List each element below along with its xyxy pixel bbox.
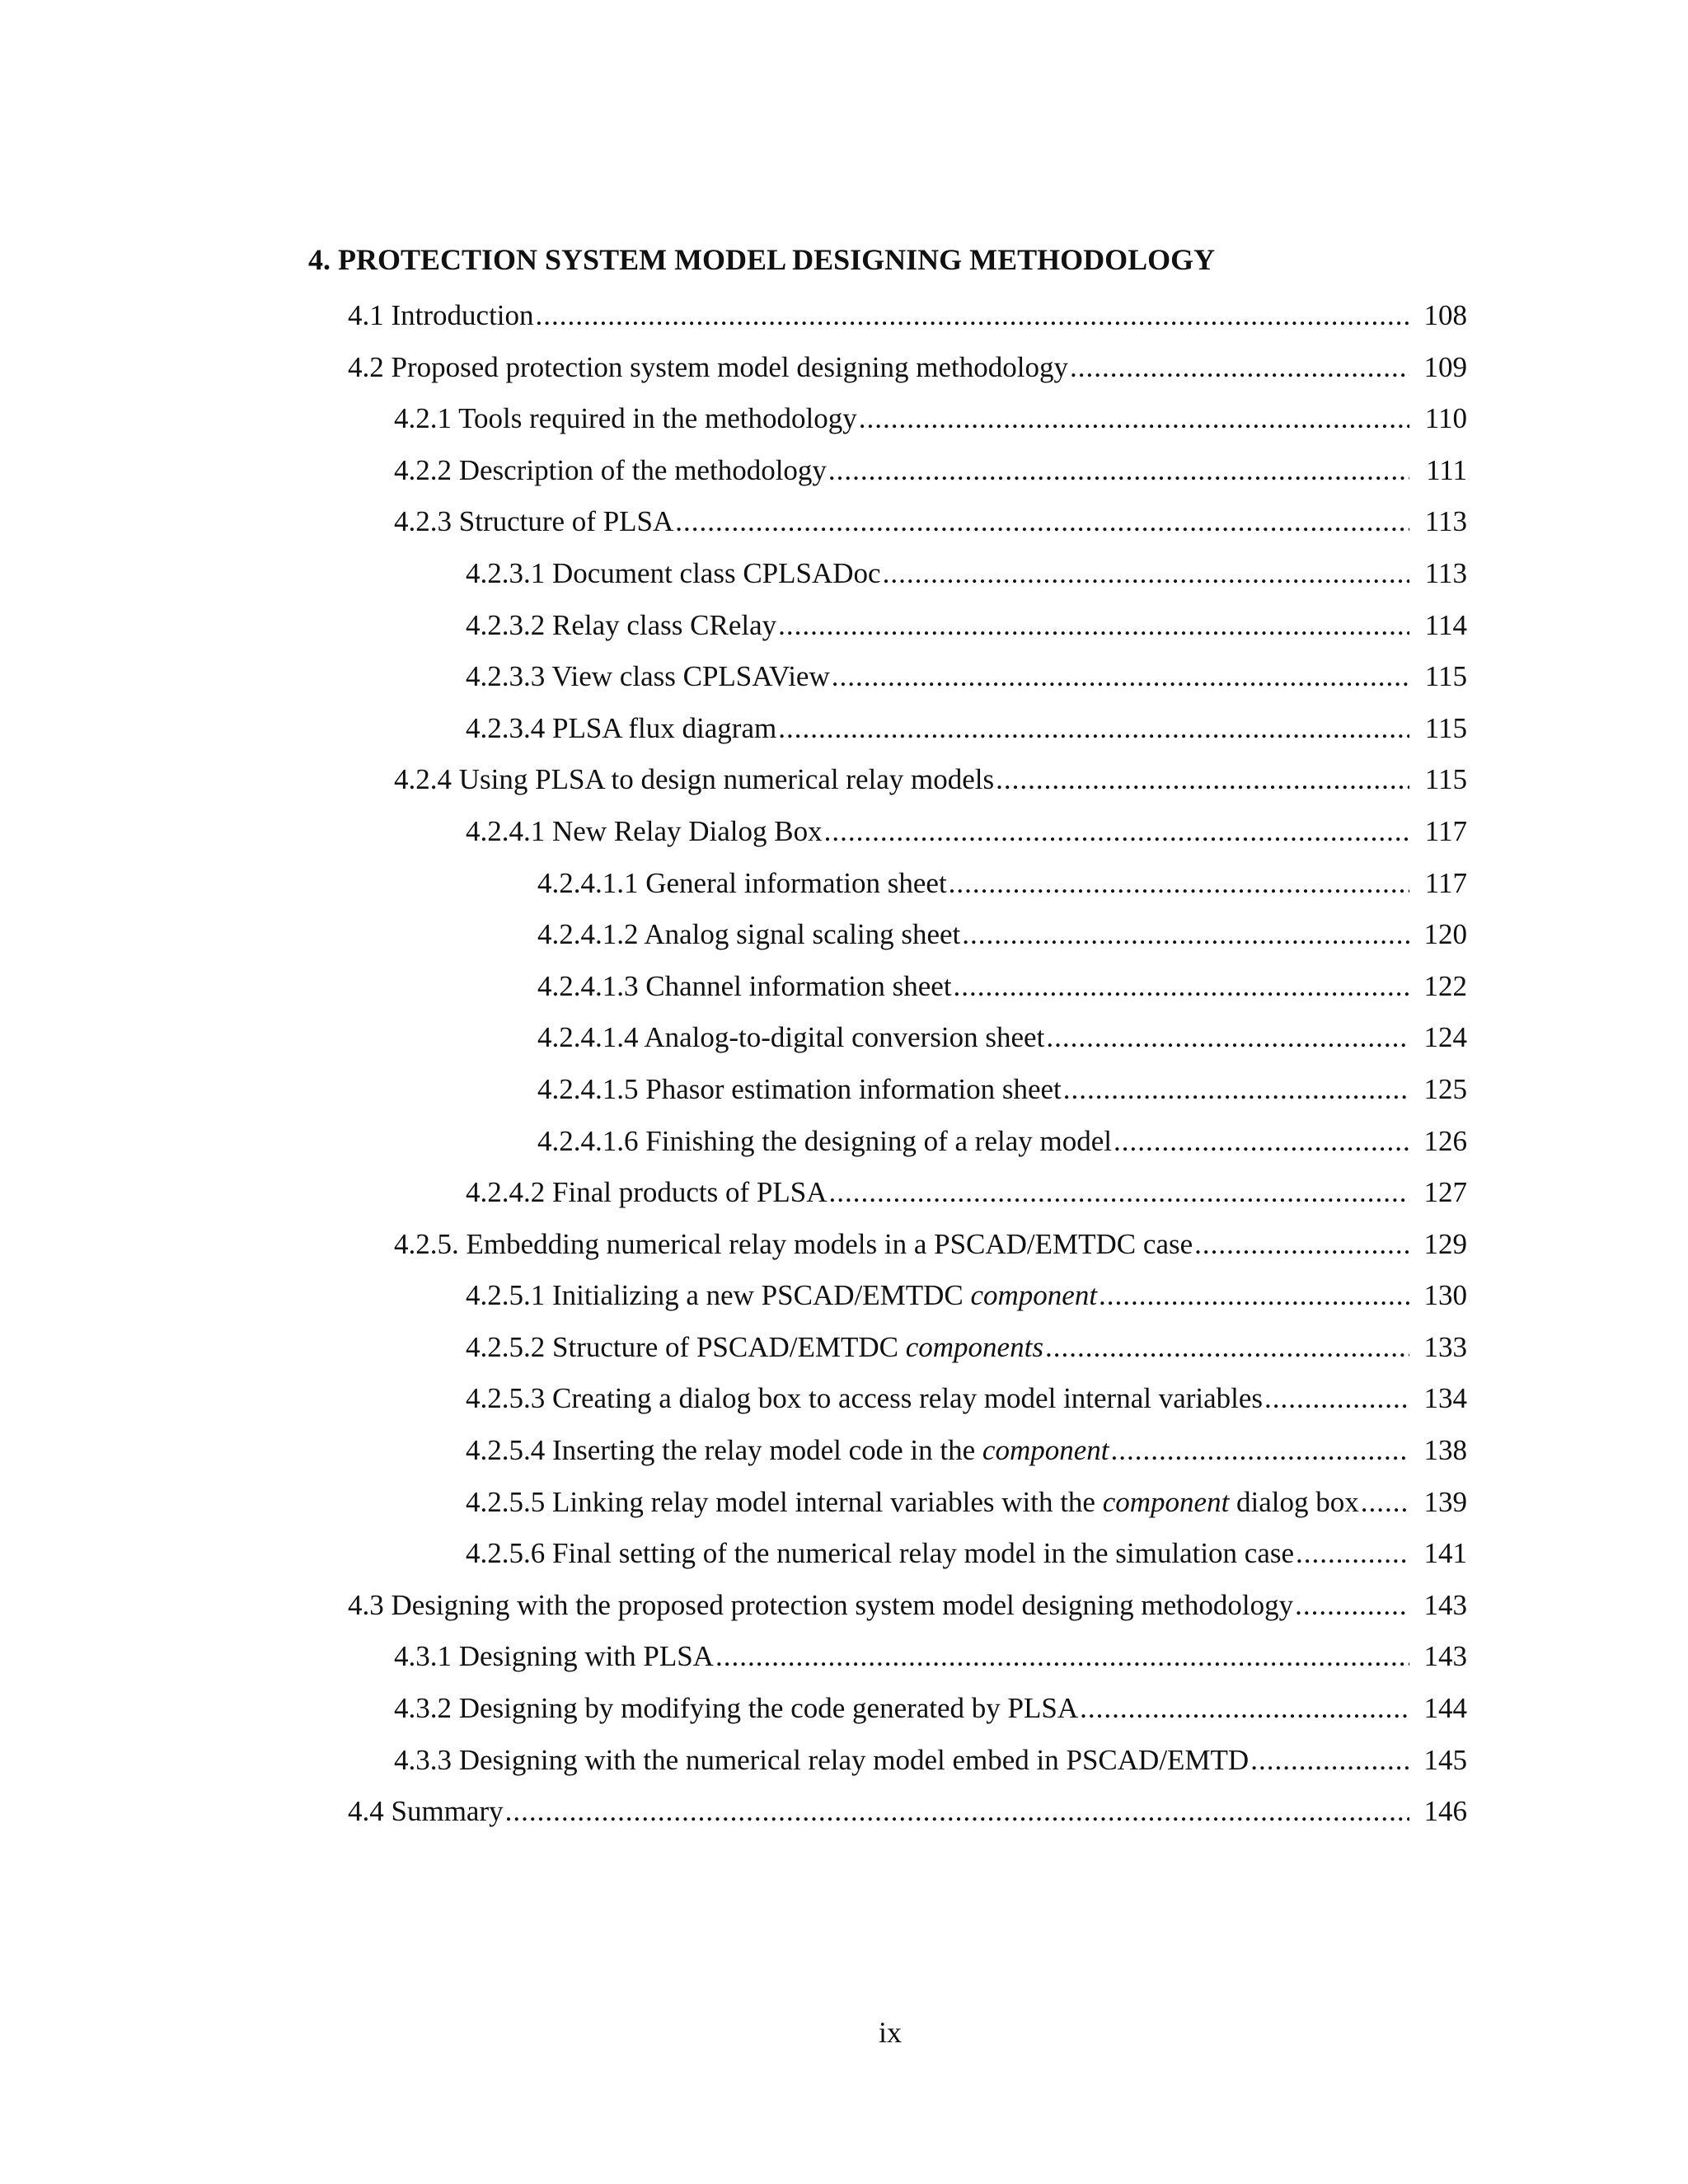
toc-entry — [0, 1742, 1688, 1794]
toc-entry-title-part: 4.2.3.2 Relay class CRelay — [466, 608, 777, 641]
toc-dot-leader — [536, 298, 1409, 334]
toc-dot-leader — [828, 1174, 1409, 1211]
toc-entry-line — [466, 1535, 1467, 1572]
toc-entry-line — [466, 658, 1467, 695]
toc-entry-title-part: 4.2.4.1.1 General information sheet — [537, 866, 947, 899]
toc-entry-line — [466, 555, 1467, 592]
toc-dot-leader — [1111, 1432, 1410, 1469]
toc-entry — [0, 813, 1688, 865]
toc-entry — [0, 658, 1688, 710]
toc-page-number: 146 — [1423, 1795, 1467, 1828]
toc-entry-title — [394, 452, 827, 489]
toc-entry-line — [466, 1432, 1467, 1469]
toc-entry — [0, 298, 1688, 349]
toc-entry-title — [394, 1638, 714, 1675]
toc-entry-title — [537, 865, 947, 902]
toc-entry-line — [348, 349, 1467, 386]
toc-entry — [0, 1535, 1688, 1587]
toc-entry-title — [537, 916, 960, 953]
toc-entry-line — [394, 1690, 1467, 1727]
toc-dot-leader — [778, 607, 1409, 644]
toc-page-number: 144 — [1423, 1692, 1467, 1725]
toc-entry-title-part: 4.2.5.6 Final setting of the numerical relay model in the simulation case — [466, 1537, 1295, 1570]
toc-entry-title-part: 4.3.3 Designing with the numerical relay model embed in PSCAD/EMTD — [394, 1743, 1250, 1776]
toc-page-number: 129 — [1423, 1227, 1467, 1260]
toc-entry-line — [394, 452, 1467, 489]
toc-entry — [0, 865, 1688, 917]
toc-entry-title — [537, 1123, 1112, 1160]
toc-entry — [0, 1587, 1688, 1639]
toc-entry-title — [394, 401, 857, 437]
toc-entry-title-italic: component — [1102, 1485, 1230, 1518]
toc-entry — [0, 762, 1688, 813]
toc-dot-leader — [859, 401, 1409, 437]
toc-entry-line — [348, 1587, 1467, 1624]
toc-entry-title-part: dialog box — [1229, 1485, 1359, 1518]
toc-entry-title-part: 4.2.5.5 Linking relay model internal variables with the — [466, 1485, 1103, 1518]
toc-dot-leader — [962, 916, 1409, 953]
toc-entry-title — [394, 1742, 1249, 1779]
toc-dot-leader — [828, 452, 1409, 489]
toc-entry-title — [348, 298, 534, 334]
toc-entry-title — [537, 1071, 1062, 1108]
toc-entry-line — [348, 298, 1467, 334]
toc-entry — [0, 1123, 1688, 1175]
toc-entry — [0, 1277, 1688, 1329]
toc-entry — [0, 1484, 1688, 1536]
toc-entry-title — [348, 1587, 1293, 1624]
toc-entry-line — [537, 968, 1467, 1005]
toc-page-number: 133 — [1423, 1330, 1467, 1363]
toc-entry-title — [537, 1019, 1044, 1056]
toc-entry-line — [537, 1071, 1467, 1108]
toc-entry-title — [537, 968, 952, 1005]
toc-dot-leader — [954, 968, 1409, 1005]
toc-entry-title — [466, 1174, 827, 1211]
page-number: ix — [878, 2016, 902, 2049]
toc-page-number: 141 — [1423, 1537, 1467, 1570]
toc-page-number: 125 — [1423, 1072, 1467, 1105]
toc-entry — [0, 1638, 1688, 1690]
toc-entry-title-part: 4.2.4.1.2 Analog signal scaling sheet — [537, 918, 961, 951]
toc-entry-title-part: 4.2.4.1.6 Finishing the designing of a relay model — [537, 1124, 1112, 1157]
toc-dot-leader — [1295, 1587, 1409, 1624]
toc-page-number: 113 — [1424, 556, 1467, 589]
toc-entry-title — [466, 1535, 1294, 1572]
toc-entry-line — [466, 710, 1467, 747]
toc-entry-title-part: 4.2.5.1 Initializing a new PSCAD/EMTDC — [466, 1279, 971, 1312]
toc-entry-title — [394, 762, 994, 798]
toc-entry-line — [537, 1019, 1467, 1056]
toc-dot-leader — [505, 1793, 1409, 1830]
toc-entry — [0, 1071, 1688, 1123]
toc-entry-title-part: 4.2.1 Tools required in the methodology — [394, 402, 857, 435]
toc-entry — [0, 1690, 1688, 1742]
toc-entry-title-part: 4.2.4.1.3 Channel information sheet — [537, 969, 952, 1002]
toc-entry-title-part: 4.2.5.3 Creating a dialog box to access relay model internal variables — [466, 1382, 1264, 1415]
toc-entry — [0, 968, 1688, 1020]
toc-entry-title — [348, 349, 1068, 386]
toc-entry-title-italic: component — [970, 1279, 1098, 1312]
toc-dot-leader — [1063, 1071, 1409, 1108]
toc-dot-leader — [1045, 1329, 1409, 1366]
toc-page-number: 134 — [1423, 1382, 1467, 1415]
toc-entry-title-part: 4.2.4.1 New Relay Dialog Box — [466, 814, 823, 847]
toc-page-number: 139 — [1423, 1485, 1467, 1518]
chapter-title: 4. PROTECTION SYSTEM MODEL DESIGNING METHODOLOGY — [308, 243, 1216, 276]
toc-page-number: 113 — [1424, 505, 1467, 538]
toc-dot-leader — [1250, 1742, 1409, 1779]
toc-page-number: 120 — [1423, 918, 1467, 951]
toc-page-number: 127 — [1423, 1176, 1467, 1209]
table-of-contents — [0, 298, 1688, 1845]
toc-entry-title-italic: component — [982, 1434, 1109, 1467]
toc-entry-title-part: 4.2.3.3 View class CPLSAView — [466, 660, 830, 693]
toc-entry-title — [466, 607, 776, 644]
toc-entry — [0, 401, 1688, 452]
toc-entry — [0, 349, 1688, 401]
toc-entry-title — [466, 658, 830, 695]
toc-page-number: 110 — [1424, 402, 1467, 435]
toc-entry-title-italic: components — [905, 1330, 1043, 1363]
toc-entry — [0, 504, 1688, 555]
toc-entry-title — [466, 1329, 1043, 1366]
toc-entry-line — [394, 1638, 1467, 1675]
toc-entry-title-part: 4.2.2 Description of the methodology — [394, 453, 827, 486]
toc-entry-line — [466, 1174, 1467, 1211]
toc-entry-title-part: 4.2.5. Embedding numerical relay models in a PSCAD/EMTDC case — [394, 1227, 1193, 1260]
toc-entry-line — [394, 762, 1467, 798]
toc-entry-title-part: 4.2.3 Structure of PLSA — [394, 505, 674, 538]
toc-page-number: 130 — [1423, 1279, 1467, 1312]
toc-entry — [0, 555, 1688, 607]
toc-entry-title-part: 4.2.5.4 Inserting the relay model code in the — [466, 1434, 982, 1467]
toc-entry-title — [394, 1226, 1193, 1263]
toc-entry-line — [537, 916, 1467, 953]
toc-entry-title-part: 4.2.4.2 Final products of PLSA — [466, 1176, 828, 1209]
toc-entry-title-part: 4.3.1 Designing with PLSA — [394, 1640, 714, 1673]
toc-entry-title-part: 4.3.2 Designing by modifying the code generated by PLSA — [394, 1692, 1079, 1725]
toc-page-number: 126 — [1423, 1124, 1467, 1157]
toc-dot-leader — [1070, 349, 1409, 386]
toc-entry-title-part: 4.3 Designing with the proposed protection system model designing methodology — [348, 1588, 1294, 1621]
toc-dot-leader — [1194, 1226, 1409, 1263]
toc-entry-line — [537, 865, 1467, 902]
toc-entry-line — [466, 1277, 1467, 1314]
toc-entry-line — [466, 1380, 1467, 1417]
toc-entry-title — [466, 813, 823, 850]
toc-entry-line — [394, 401, 1467, 437]
toc-entry-line — [466, 1484, 1467, 1521]
toc-dot-leader — [883, 555, 1409, 592]
toc-entry — [0, 1329, 1688, 1381]
toc-dot-leader — [1099, 1277, 1409, 1314]
toc-page-number: 143 — [1423, 1640, 1467, 1673]
toc-entry-line — [466, 607, 1467, 644]
toc-entry — [0, 1226, 1688, 1278]
toc-page-number: 111 — [1426, 453, 1467, 486]
toc-entry — [0, 916, 1688, 968]
toc-entry — [0, 1174, 1688, 1226]
toc-entry — [0, 607, 1688, 659]
toc-dot-leader — [715, 1638, 1409, 1675]
toc-entry-line — [394, 504, 1467, 540]
toc-dot-leader — [1361, 1484, 1409, 1521]
toc-entry-title-part: 4.2.5.2 Structure of PSCAD/EMTDC — [466, 1330, 906, 1363]
toc-page-number: 108 — [1423, 299, 1467, 331]
toc-dot-leader — [675, 504, 1409, 540]
toc-entry-title-part: 4.2.4 Using PLSA to design numerical relay models — [394, 763, 995, 796]
toc-page-number: 117 — [1424, 814, 1467, 847]
toc-entry-title-part: 4.2.3.4 PLSA flux diagram — [466, 711, 777, 744]
toc-dot-leader — [1046, 1019, 1409, 1056]
toc-dot-leader — [1264, 1380, 1409, 1417]
toc-entry-line — [394, 1226, 1467, 1263]
toc-page-number: 124 — [1423, 1021, 1467, 1054]
toc-entry-line — [466, 1329, 1467, 1366]
toc-page-number: 117 — [1424, 866, 1467, 899]
toc-dot-leader — [949, 865, 1409, 902]
toc-dot-leader — [1114, 1123, 1409, 1160]
toc-entry — [0, 1432, 1688, 1484]
toc-entry-title — [394, 1690, 1078, 1727]
toc-page-number: 122 — [1423, 969, 1467, 1002]
toc-page-number: 115 — [1424, 763, 1467, 796]
toc-entry-line — [466, 813, 1467, 850]
toc-entry — [0, 1793, 1688, 1845]
toc-entry-title-part: 4.1 Introduction — [348, 299, 534, 331]
toc-entry-title-part: 4.2 Proposed protection system model designing methodology — [348, 350, 1068, 383]
toc-page-number: 138 — [1423, 1434, 1467, 1467]
toc-page-number: 109 — [1423, 350, 1467, 383]
toc-entry-title-part: 4.2.4.1.5 Phasor estimation information sheet — [537, 1072, 1062, 1105]
toc-entry-title — [394, 504, 673, 540]
toc-entry-title — [466, 1484, 1359, 1521]
toc-dot-leader — [1296, 1535, 1409, 1572]
toc-entry — [0, 710, 1688, 762]
toc-dot-leader — [832, 658, 1409, 695]
toc-dot-leader — [996, 762, 1409, 798]
toc-entry-title-part: 4.2.4.1.4 Analog-to-digital conversion sheet — [537, 1021, 1045, 1054]
toc-page-number: 145 — [1423, 1743, 1467, 1776]
toc-entry-title — [348, 1793, 504, 1830]
toc-entry-title — [466, 555, 881, 592]
toc-page-number: 143 — [1423, 1588, 1467, 1621]
toc-entry-line — [537, 1123, 1467, 1160]
toc-entry-title — [466, 1277, 1097, 1314]
toc-entry-title — [466, 1380, 1263, 1417]
toc-entry-line — [394, 1742, 1467, 1779]
toc-page-number: 115 — [1424, 660, 1467, 693]
toc-page-number: 115 — [1424, 711, 1467, 744]
toc-dot-leader — [1080, 1690, 1409, 1727]
toc-entry-title-part: 4.2.3.1 Document class CPLSADoc — [466, 556, 881, 589]
toc-entry-title — [466, 1432, 1109, 1469]
toc-page-number: 114 — [1424, 608, 1467, 641]
toc-entry-line — [348, 1793, 1467, 1830]
toc-entry — [0, 452, 1688, 504]
toc-entry-title — [466, 710, 776, 747]
toc-entry-title-part: 4.4 Summary — [348, 1795, 504, 1828]
toc-entry — [0, 1380, 1688, 1432]
toc-dot-leader — [824, 813, 1409, 850]
toc-dot-leader — [778, 710, 1409, 747]
toc-entry — [0, 1019, 1688, 1071]
